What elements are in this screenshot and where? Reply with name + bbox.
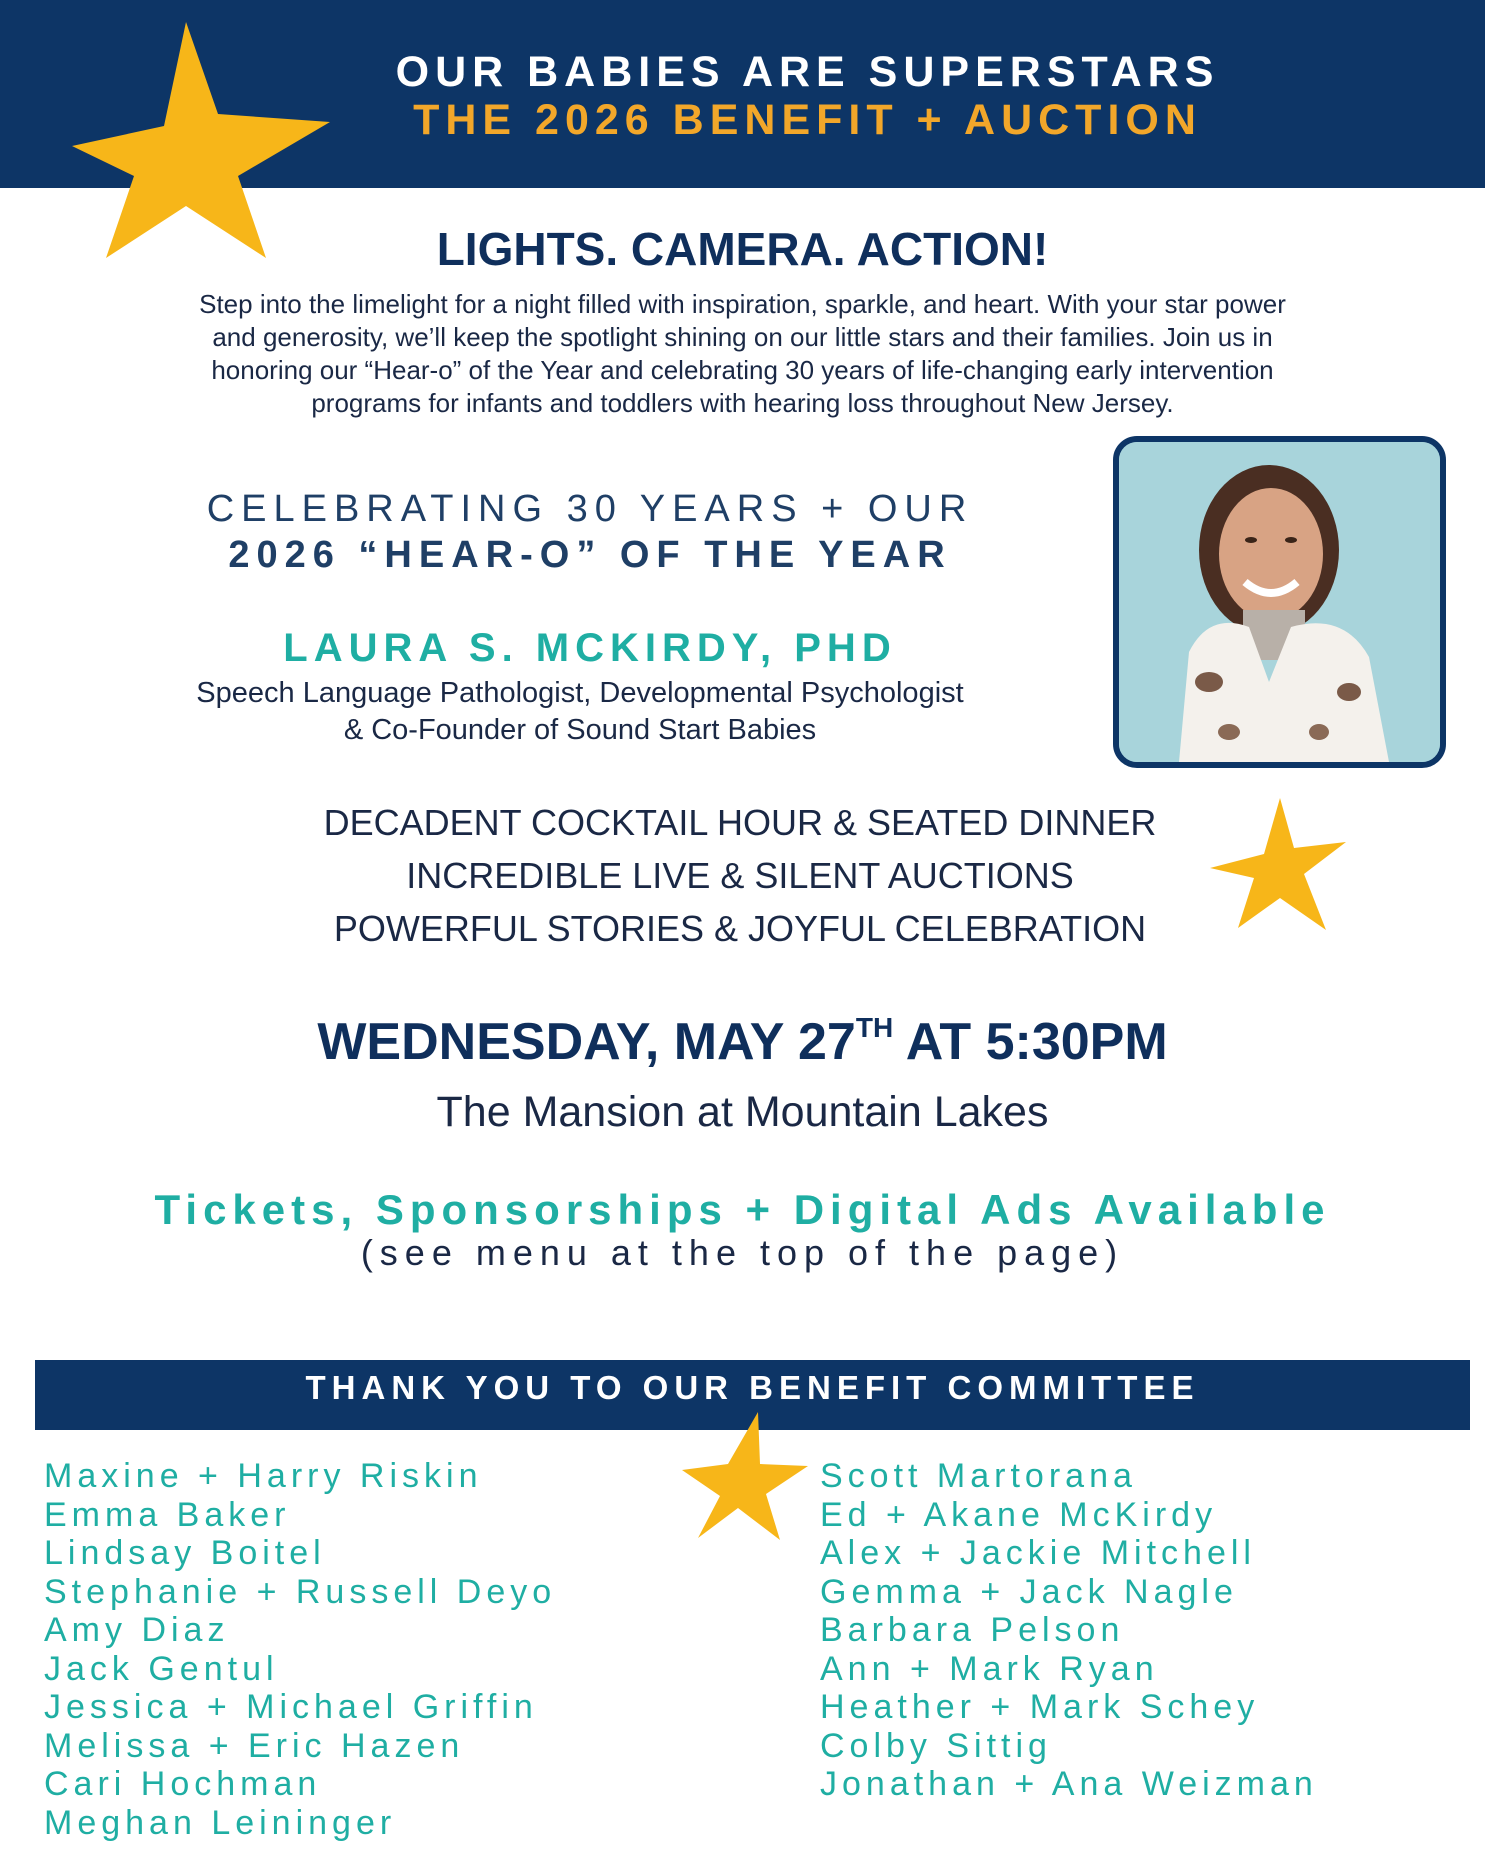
honoree-photo: [1113, 436, 1446, 768]
honoree-year-heading: 2026 “HEAR-O” OF THE YEAR: [228, 534, 952, 576]
committee-member: Scott Martorana: [820, 1457, 1137, 1495]
committee-member: Ed + Akane McKirdy: [820, 1495, 1218, 1534]
headline: LIGHTS. CAMERA. ACTION!: [436, 223, 1049, 275]
event-date: [0, 1012, 1485, 1072]
honoree-title-line: & Co-Founder of Sound Start Babies: [343, 714, 817, 746]
honoree-title-line: Speech Language Pathologist, Developmental Psychologist: [196, 677, 964, 709]
committee-member: Jack Gentul: [44, 1649, 279, 1688]
committee-member: Melissa + Eric Hazen: [44, 1726, 465, 1765]
star-icon: [680, 1410, 810, 1542]
banner-subtitle: THE 2026 BENEFIT + AUCTION: [413, 96, 1202, 144]
committee-member: Ann + Mark Ryan: [820, 1649, 1159, 1688]
tickets-headline: Tickets, Sponsorships + Digital Ads Available: [154, 1186, 1331, 1233]
committee-member: Colby Sittig: [820, 1726, 1052, 1765]
committee-member: Amy Diaz: [44, 1611, 230, 1649]
committee-member: Heather + Mark Schey: [820, 1688, 1260, 1726]
event-date-suffix: TH: [855, 1012, 894, 1043]
committee-member: Jonathan + Ana Weizman: [820, 1765, 1318, 1803]
portrait-illustration: [1119, 442, 1440, 762]
committee-member: Jessica + Michael Griffin: [44, 1688, 538, 1726]
intro-line: programs for infants and toddlers with hearing loss throughout New Jersey.: [311, 388, 1174, 418]
event-venue: The Mansion at Mountain Lakes: [436, 1088, 1049, 1136]
intro-line: and generosity, we’ll keep the spotlight shining on our little stars and their families. Join us in: [212, 322, 1273, 352]
intro-paragraph: [70, 288, 1415, 420]
celebrating-heading: CELEBRATING 30 YEARS + OUR: [206, 488, 974, 530]
committee-member: Cari Hochman: [44, 1765, 322, 1803]
banner-title: OUR BABIES ARE SUPERSTARS: [395, 48, 1220, 96]
committee-member: Stephanie + Russell Deyo: [44, 1572, 557, 1611]
event-time: AT 5:30PM: [893, 1013, 1168, 1071]
committee-title: THANK YOU TO OUR BENEFIT COMMITTEE: [305, 1369, 1200, 1406]
committee-list-right: [820, 1457, 1318, 1804]
committee-member: Emma Baker: [44, 1495, 291, 1534]
honoree-title: [80, 675, 1080, 749]
intro-line: honoring our “Hear-o” of the Year and celebrating 30 years of life-changing early intervention: [211, 355, 1274, 385]
feature-item: DECADENT COCKTAIL HOUR & SEATED DINNER: [323, 802, 1157, 843]
features-list: [200, 796, 1280, 955]
committee-list-left: [44, 1457, 556, 1842]
intro-line: Step into the limelight for a night filled with inspiration, sparkle, and heart. With your star power: [199, 289, 1286, 319]
committee-member: Lindsay Boitel: [44, 1534, 326, 1572]
committee-member: Meghan Leininger: [44, 1803, 397, 1842]
committee-member: Alex + Jackie Mitchell: [820, 1534, 1256, 1572]
star-icon: [1208, 796, 1350, 934]
committee-member: Maxine + Harry Riskin: [44, 1457, 483, 1495]
feature-item: POWERFUL STORIES & JOYFUL CELEBRATION: [333, 908, 1147, 949]
committee-member: Gemma + Jack Nagle: [820, 1572, 1238, 1611]
event-date-main: WEDNESDAY, MAY 27: [317, 1013, 856, 1071]
feature-item: INCREDIBLE LIVE & SILENT AUCTIONS: [406, 855, 1074, 896]
honoree-name: LAURA S. MCKIRDY, PHD: [283, 626, 897, 670]
committee-member: Barbara Pelson: [820, 1611, 1125, 1649]
tickets-note: (see menu at the top of the page): [360, 1232, 1125, 1273]
